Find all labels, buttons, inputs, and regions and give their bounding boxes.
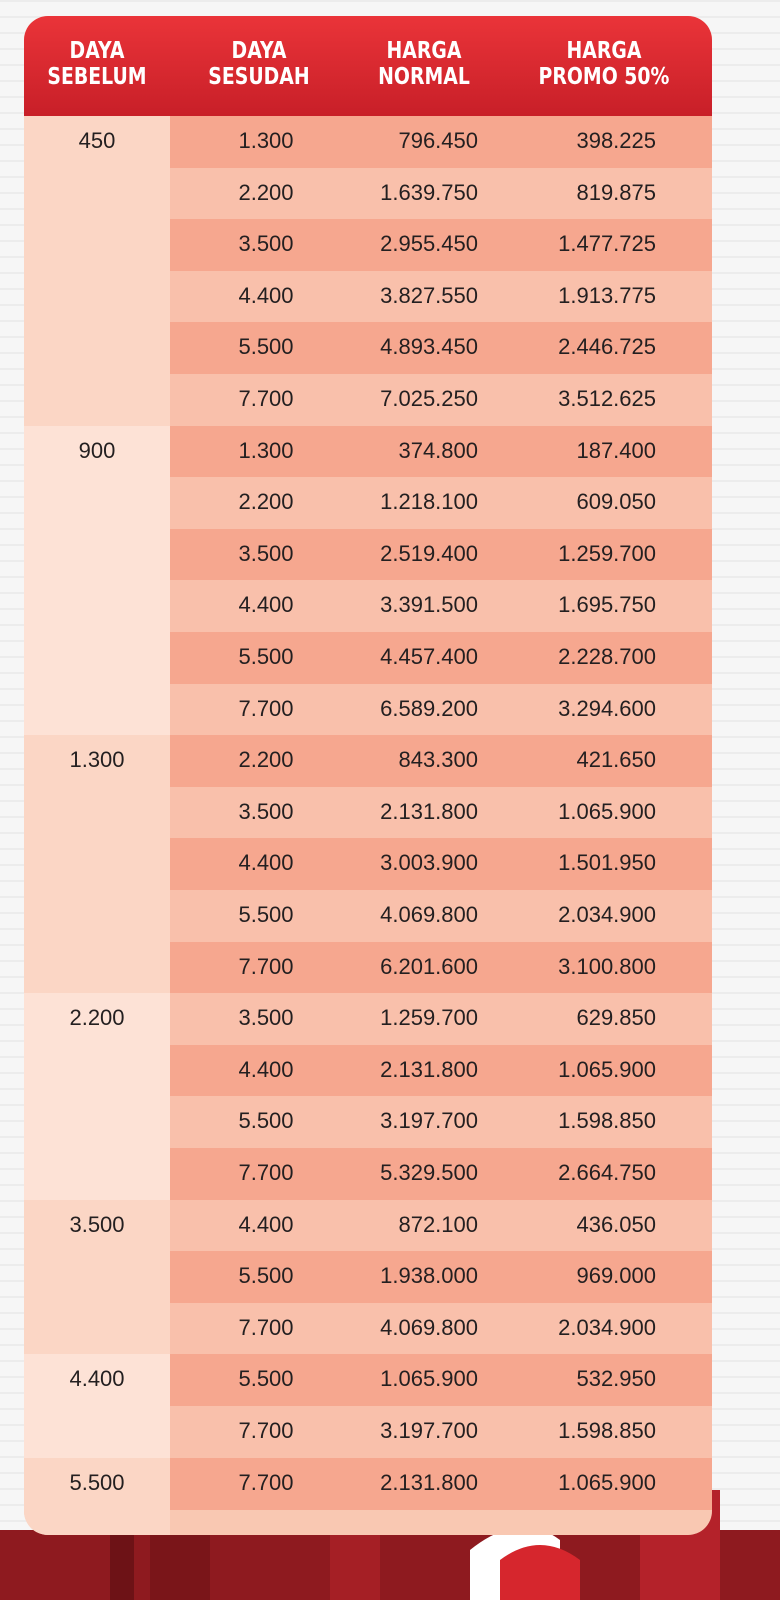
header-daya-sesudah: DAYA SESUDAH bbox=[208, 38, 310, 90]
harga-normal-cell: 2.131.800 bbox=[380, 1056, 478, 1082]
harga-promo-cell: 1.259.700 bbox=[558, 540, 656, 566]
harga-promo-cell: 2.664.750 bbox=[558, 1160, 656, 1185]
harga-promo-cell: 3.512.625 bbox=[558, 386, 656, 411]
harga-normal-cell: 7.025.250 bbox=[380, 386, 478, 411]
group-band bbox=[24, 735, 170, 993]
table-row bbox=[170, 1200, 712, 1253]
daya-sesudah-cell: 1.300 bbox=[238, 437, 294, 463]
harga-normal-cell: 1.938.000 bbox=[380, 1263, 478, 1289]
harga-promo-cell: 1.501.950 bbox=[558, 850, 656, 876]
table-row bbox=[170, 1045, 712, 1098]
table-row bbox=[170, 1096, 712, 1149]
daya-sesudah-cell: 3.500 bbox=[238, 231, 294, 257]
harga-promo-cell: 969.000 bbox=[576, 1263, 656, 1289]
header-daya-sebelum: DAYA SEBELUM bbox=[47, 38, 147, 90]
daya-sesudah-cell: 5.500 bbox=[238, 1366, 294, 1392]
group-band bbox=[24, 426, 170, 736]
table-row bbox=[170, 219, 712, 272]
harga-normal-cell: 4.069.800 bbox=[380, 1314, 478, 1340]
harga-normal-cell: 3.827.550 bbox=[380, 282, 478, 308]
daya-sesudah-cell: 7.700 bbox=[238, 695, 294, 721]
daya-sesudah-cell: 4.400 bbox=[238, 282, 294, 308]
harga-normal-cell: 2.131.800 bbox=[380, 798, 478, 824]
daya-sesudah-cell: 7.700 bbox=[238, 1469, 294, 1495]
table-row bbox=[170, 838, 712, 891]
table-row bbox=[170, 529, 712, 582]
harga-promo-cell: 1.598.850 bbox=[558, 1418, 656, 1443]
group-band bbox=[24, 1354, 170, 1457]
table-row bbox=[170, 1303, 712, 1356]
harga-promo-cell: 1.477.725 bbox=[558, 231, 656, 257]
harga-promo-cell: 1.598.850 bbox=[558, 1108, 656, 1134]
harga-normal-cell: 1.218.100 bbox=[380, 489, 478, 515]
harga-normal-cell: 2.955.450 bbox=[380, 231, 478, 257]
table-row bbox=[170, 426, 712, 479]
harga-promo-cell: 629.850 bbox=[576, 1005, 656, 1031]
harga-promo-cell: 609.050 bbox=[576, 489, 656, 515]
harga-promo-cell: 398.225 bbox=[576, 128, 656, 153]
daya-sesudah-cell: 4.400 bbox=[238, 592, 294, 618]
daya-sesudah-cell: 5.500 bbox=[238, 1108, 294, 1134]
daya-sesudah-cell: 5.500 bbox=[238, 902, 294, 927]
daya-sesudah-cell: 4.400 bbox=[238, 1056, 294, 1082]
harga-normal-cell: 3.391.500 bbox=[380, 592, 478, 618]
harga-promo-cell: 2.228.700 bbox=[558, 644, 656, 669]
harga-normal-cell: 843.300 bbox=[398, 747, 478, 773]
harga-promo-cell: 532.950 bbox=[576, 1366, 656, 1392]
table-row bbox=[170, 271, 712, 324]
daya-sesudah-cell: 2.200 bbox=[238, 489, 294, 515]
table-row bbox=[170, 116, 712, 169]
daya-sesudah-cell: 2.200 bbox=[238, 747, 294, 773]
group-band bbox=[24, 993, 170, 1199]
table-row bbox=[170, 1406, 712, 1459]
table-row bbox=[170, 632, 712, 685]
table-row bbox=[170, 374, 712, 427]
harga-promo-cell: 1.065.900 bbox=[558, 798, 656, 824]
harga-normal-cell: 2.131.800 bbox=[380, 1469, 478, 1495]
harga-normal-cell: 1.259.700 bbox=[380, 1005, 478, 1031]
harga-normal-cell: 4.457.400 bbox=[380, 644, 478, 669]
daya-sebelum-value: 2.200 bbox=[69, 1005, 125, 1031]
daya-sesudah-cell: 5.500 bbox=[238, 1263, 294, 1289]
table-header bbox=[24, 16, 712, 116]
table-row bbox=[170, 942, 712, 995]
harga-normal-cell: 3.003.900 bbox=[380, 850, 478, 876]
table-row bbox=[170, 168, 712, 221]
header-harga-promo: HARGA PROMO 50% bbox=[538, 38, 670, 90]
harga-promo-cell: 2.034.900 bbox=[558, 902, 656, 927]
table-row bbox=[170, 1148, 712, 1201]
harga-promo-cell: 436.050 bbox=[576, 1211, 656, 1237]
harga-promo-cell: 3.100.800 bbox=[558, 953, 656, 979]
harga-promo-cell: 1.065.900 bbox=[558, 1469, 656, 1495]
daya-sebelum-column bbox=[24, 116, 170, 1535]
daya-sesudah-cell: 7.700 bbox=[238, 1160, 294, 1185]
table-row bbox=[170, 580, 712, 633]
harga-normal-cell: 6.201.600 bbox=[380, 953, 478, 979]
table-row bbox=[170, 787, 712, 840]
group-band bbox=[24, 1200, 170, 1355]
daya-sesudah-cell: 4.400 bbox=[238, 850, 294, 876]
harga-promo-cell: 421.650 bbox=[576, 747, 656, 773]
table-row bbox=[170, 477, 712, 530]
daya-sebelum-value: 900 bbox=[78, 437, 116, 463]
harga-normal-cell: 4.893.450 bbox=[380, 334, 478, 360]
daya-sesudah-cell: 3.500 bbox=[238, 540, 294, 566]
harga-normal-cell: 1.639.750 bbox=[380, 179, 478, 205]
daya-sesudah-cell: 1.300 bbox=[238, 128, 294, 153]
table-row bbox=[170, 322, 712, 375]
harga-promo-cell: 2.034.900 bbox=[558, 1314, 656, 1340]
table-row bbox=[170, 1354, 712, 1407]
table-row bbox=[170, 1251, 712, 1304]
table-row bbox=[170, 890, 712, 943]
harga-normal-cell: 3.197.700 bbox=[380, 1108, 478, 1134]
harga-promo-cell: 1.065.900 bbox=[558, 1056, 656, 1082]
daya-sesudah-cell: 2.200 bbox=[238, 179, 294, 205]
harga-promo-cell: 1.913.775 bbox=[558, 282, 656, 308]
harga-promo-cell: 819.875 bbox=[576, 179, 656, 205]
harga-promo-cell: 1.695.750 bbox=[558, 592, 656, 618]
daya-sesudah-cell: 7.700 bbox=[238, 953, 294, 979]
daya-sesudah-cell: 3.500 bbox=[238, 1005, 294, 1031]
daya-sesudah-cell: 3.500 bbox=[238, 798, 294, 824]
table-row bbox=[170, 735, 712, 788]
harga-normal-cell: 5.329.500 bbox=[380, 1160, 478, 1185]
harga-normal-cell: 796.450 bbox=[398, 128, 478, 153]
daya-sebelum-value: 450 bbox=[78, 128, 116, 153]
table-row bbox=[170, 1458, 712, 1511]
daya-sesudah-cell: 7.700 bbox=[238, 386, 294, 411]
harga-normal-cell: 6.589.200 bbox=[380, 695, 478, 721]
harga-promo-cell: 2.446.725 bbox=[558, 334, 656, 360]
daya-sebelum-value: 5.500 bbox=[69, 1469, 125, 1495]
table-row bbox=[170, 684, 712, 737]
harga-normal-cell: 2.519.400 bbox=[380, 540, 478, 566]
harga-promo-cell: 3.294.600 bbox=[558, 695, 656, 721]
header-harga-normal: HARGA NORMAL bbox=[378, 38, 470, 90]
harga-normal-cell: 872.100 bbox=[398, 1211, 478, 1237]
table-row bbox=[170, 993, 712, 1046]
daya-sebelum-value: 4.400 bbox=[69, 1366, 125, 1392]
harga-promo-cell: 187.400 bbox=[576, 437, 656, 463]
daya-sesudah-cell: 7.700 bbox=[238, 1418, 294, 1443]
price-table-card bbox=[24, 16, 712, 1535]
group-band bbox=[24, 1458, 170, 1510]
daya-sebelum-value: 1.300 bbox=[69, 747, 125, 773]
daya-sesudah-cell: 5.500 bbox=[238, 644, 294, 669]
harga-normal-cell: 1.065.900 bbox=[380, 1366, 478, 1392]
harga-normal-cell: 4.069.800 bbox=[380, 902, 478, 927]
group-band bbox=[24, 116, 170, 426]
daya-sesudah-cell: 4.400 bbox=[238, 1211, 294, 1237]
harga-normal-cell: 374.800 bbox=[398, 437, 478, 463]
daya-sesudah-cell: 5.500 bbox=[238, 334, 294, 360]
harga-normal-cell: 3.197.700 bbox=[380, 1418, 478, 1443]
daya-sesudah-cell: 7.700 bbox=[238, 1314, 294, 1340]
daya-sebelum-value: 3.500 bbox=[69, 1211, 125, 1237]
